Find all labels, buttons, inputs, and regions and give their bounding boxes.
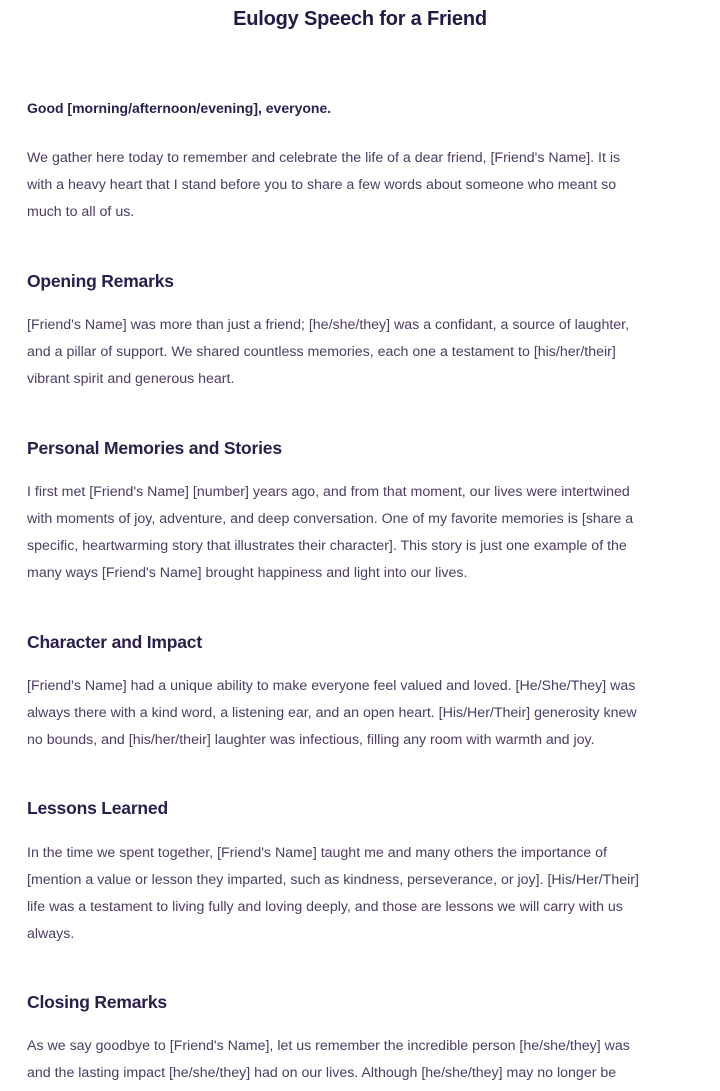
section-heading-lessons-learned: Lessons Learned [27, 798, 168, 818]
paragraph-line: with moments of joy, adventure, and deep conversation. One of my favorite memories is [share a [27, 511, 634, 527]
paragraph-line: specific, heartwarming story that illustrates their character]. This story is just one example of the [27, 538, 627, 554]
section-paragraph-personal-memories [27, 479, 717, 587]
paragraph-line: [mention a value or lesson they imparted, such as kindness, perseverance, or joy]. [His/Her/Their] [27, 872, 639, 888]
section-heading-opening-remarks: Opening Remarks [27, 271, 174, 291]
paragraph-line: and the lasting impact [he/she/they] had on our lives. Although [he/she/they] may no longer be [27, 1065, 617, 1081]
section-heading-character-impact: Character and Impact [27, 632, 202, 652]
paragraph-line: life was a testament to living fully and loving deeply, and those are lessons we will carry with us [27, 899, 623, 915]
section-paragraph-closing-remarks [27, 1033, 717, 1087]
paragraph-line: [Friend's Name] had a unique ability to make everyone feel valued and loved. [He/She/They] was [27, 678, 636, 694]
section-paragraph-character-impact [27, 673, 717, 754]
document-title: Eulogy Speech for a Friend [233, 8, 487, 30]
paragraph-line: and a pillar of support. We shared countless memories, each one a testament to [his/her/their] [27, 344, 616, 360]
intro-paragraph [27, 145, 717, 226]
paragraph-line: always there with a kind word, a listening ear, and an open heart. [His/Her/Their] generosity knew [27, 705, 637, 721]
paragraph-line: much to all of us. [27, 204, 135, 220]
paragraph-line: many ways [Friend's Name] brought happiness and light into our lives. [27, 565, 468, 581]
paragraph-line: vibrant spirit and generous heart. [27, 371, 235, 387]
paragraph-line: We gather here today to remember and celebrate the life of a dear friend, [Friend's Name]. It is [27, 150, 621, 166]
section-paragraph-opening-remarks [27, 312, 717, 393]
section-heading-closing-remarks: Closing Remarks [27, 992, 167, 1012]
paragraph-line: always. [27, 926, 75, 942]
paragraph-line: with a heavy heart that I stand before you to share a few words about someone who meant so [27, 177, 617, 193]
paragraph-line: In the time we spent together, [Friend's Name] taught me and many others the importance of [27, 845, 607, 861]
section-paragraph-lessons-learned [27, 840, 717, 948]
paragraph-line: I first met [Friend's Name] [number] years ago, and from that moment, our lives were intertwined [27, 484, 630, 500]
greeting: Good [morning/afternoon/evening], everyone. [27, 100, 332, 116]
paragraph-line: As we say goodbye to [Friend's Name], let us remember the incredible person [he/she/they] was [27, 1038, 630, 1054]
section-heading-personal-memories: Personal Memories and Stories [27, 438, 282, 458]
paragraph-line: [Friend's Name] was more than just a friend; [he/she/they] was a confidant, a source of laughter, [27, 317, 630, 333]
paragraph-line: no bounds, and [his/her/their] laughter was infectious, filling any room with warmth and joy. [27, 732, 595, 748]
